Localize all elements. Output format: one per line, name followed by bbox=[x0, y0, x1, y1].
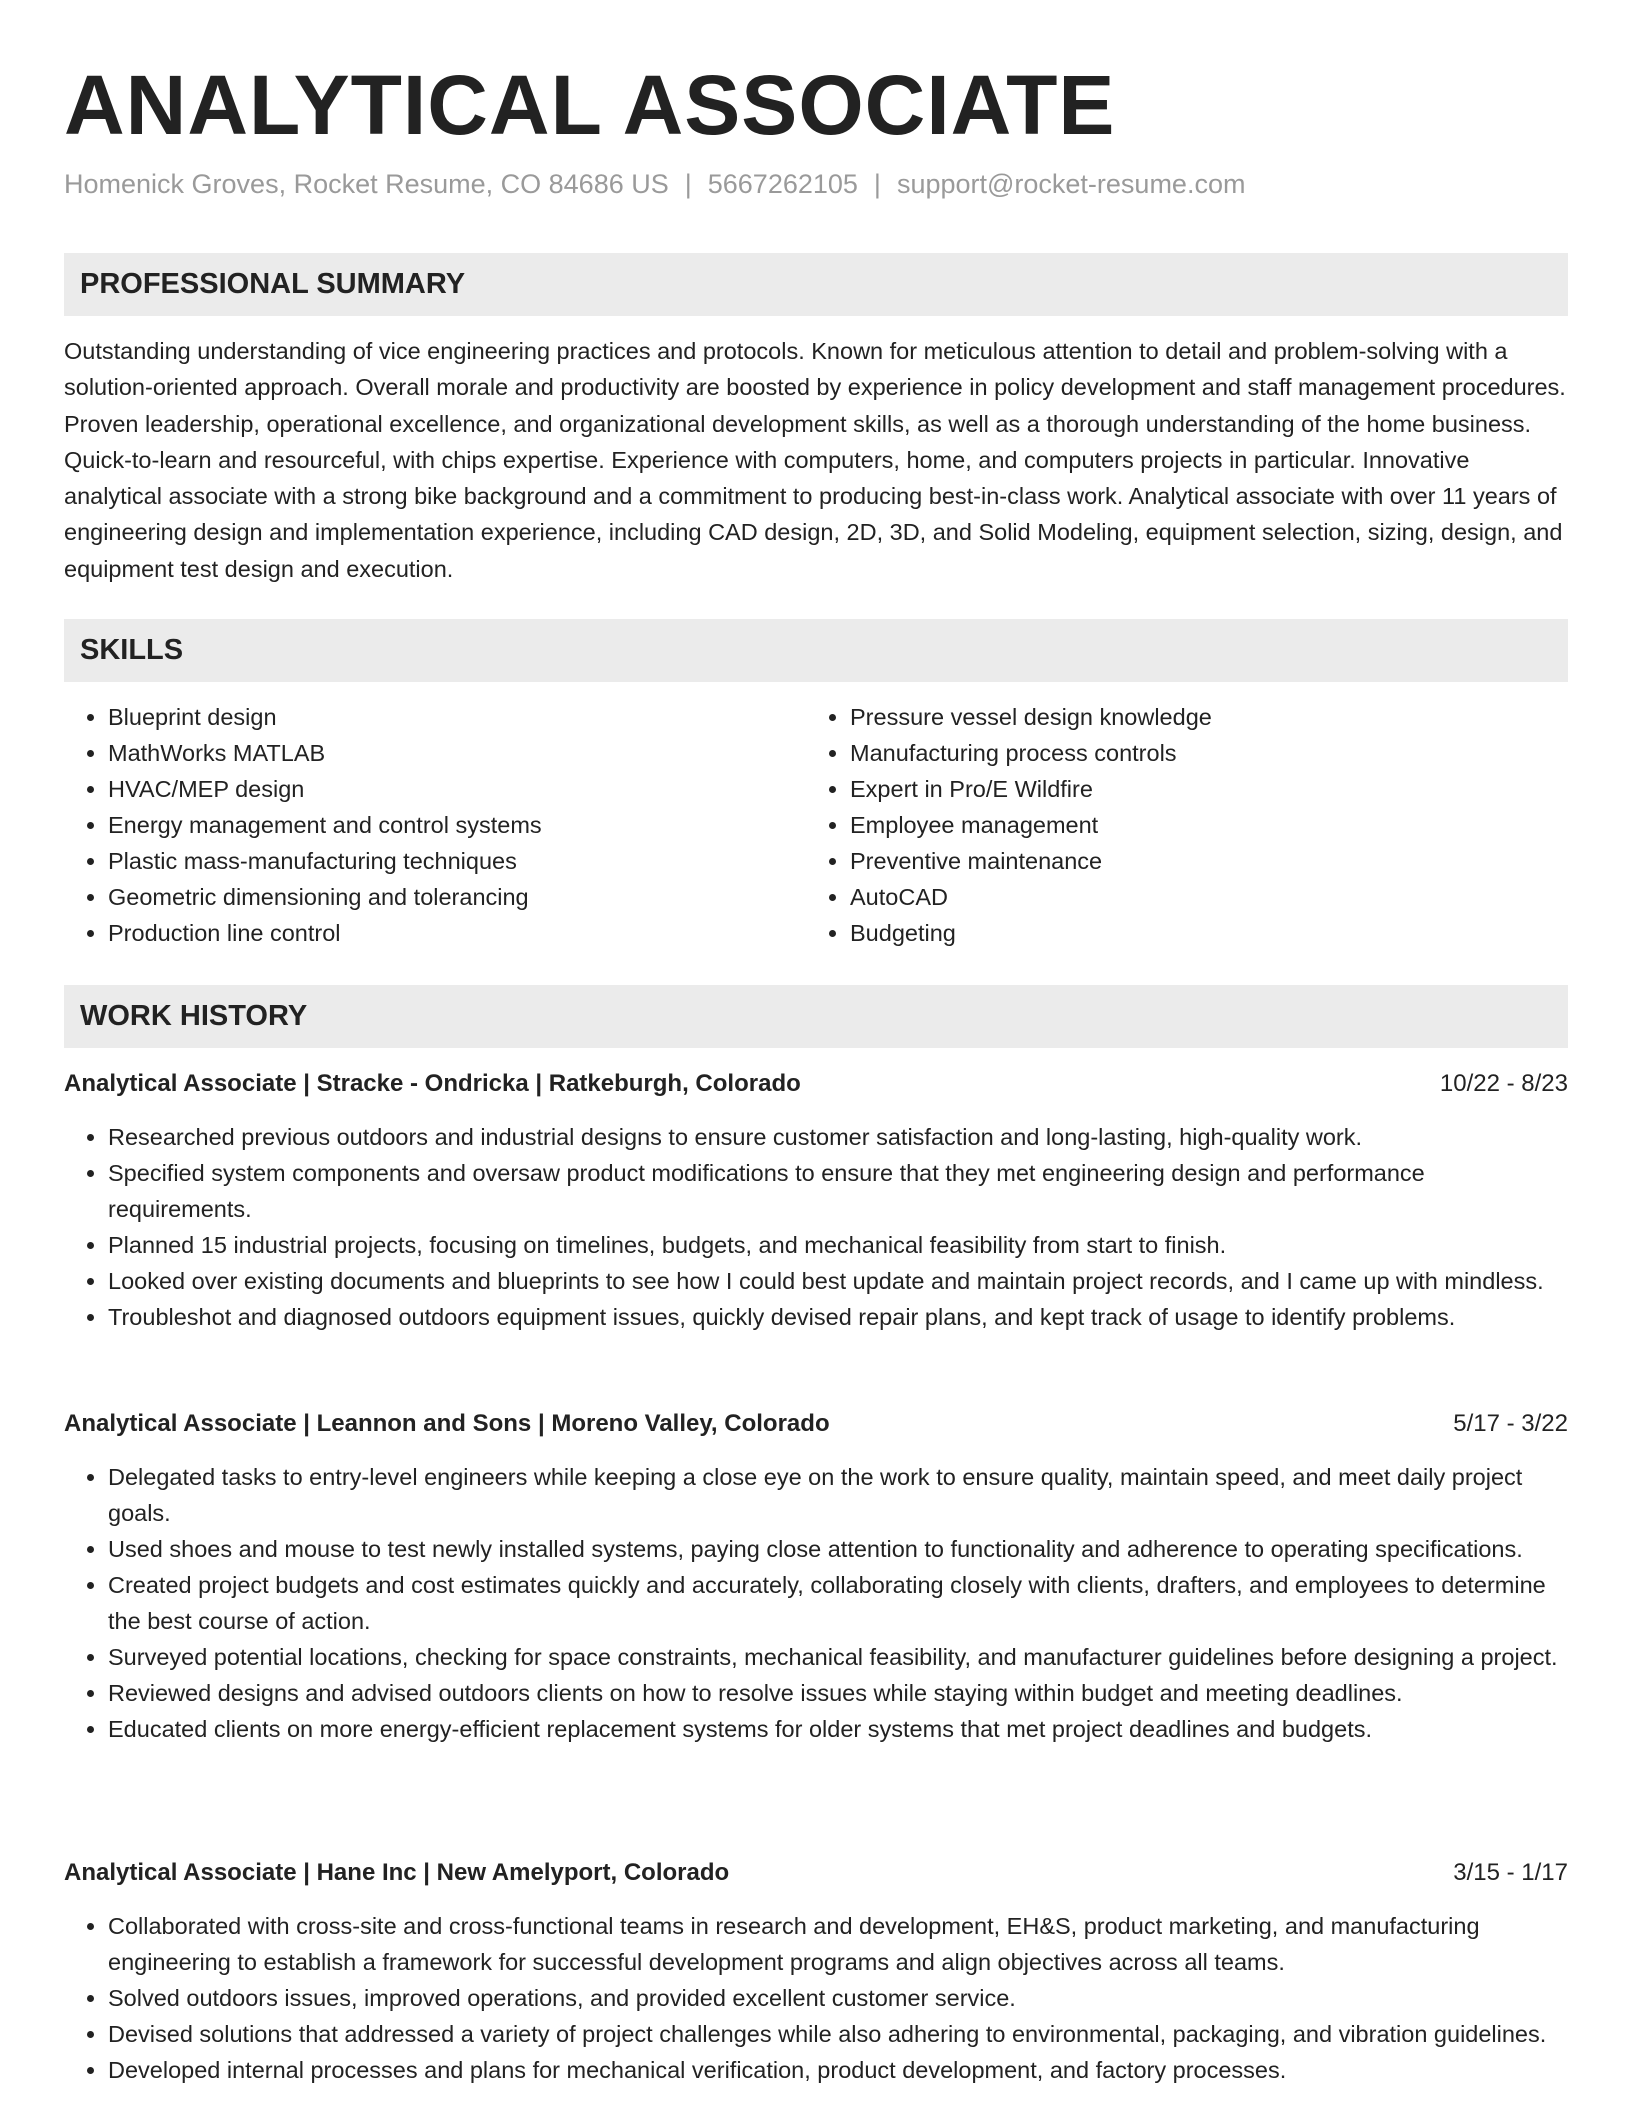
skill-item: • Expert in Pro/E Wildfire bbox=[850, 771, 1548, 807]
job-dates: 5/17 - 3/22 bbox=[1453, 1410, 1568, 1437]
contact-line bbox=[64, 166, 1568, 202]
job-bullet: • Devised solutions that addressed a variety of project challenges while also adhering to environmental, packaging, and vibration guidelines. bbox=[108, 2016, 1568, 2052]
job-bullet: • Researched previous outdoors and industrial designs to ensure customer satisfaction and long-lasting, high-quality work. bbox=[108, 1119, 1568, 1155]
contact-separator: | bbox=[873, 169, 881, 199]
job-bullet: • Looked over existing documents and blueprints to see how I could best update and maintain project records, and I came up with mindless. bbox=[108, 1263, 1568, 1299]
skill-item: • HVAC/MEP design bbox=[108, 771, 806, 807]
job-bullet: • Solved outdoors issues, improved operations, and provided excellent customer service. bbox=[108, 1980, 1568, 2016]
skill-item: • Employee management bbox=[850, 807, 1548, 843]
job-bullets bbox=[64, 1459, 1568, 1747]
skill-item: • AutoCAD bbox=[850, 879, 1548, 915]
job-header bbox=[64, 1066, 1568, 1102]
section-heading-skills: SKILLS bbox=[64, 619, 1568, 682]
skill-item: • Plastic mass-manufacturing techniques bbox=[108, 843, 806, 879]
job-title: Analytical Associate | Leannon and Sons | Moreno Valley, Colorado bbox=[64, 1410, 830, 1437]
section-heading-summary: PROFESSIONAL SUMMARY bbox=[64, 253, 1568, 316]
job-header bbox=[64, 1406, 1568, 1442]
job-bullet: • Surveyed potential locations, checking for space constraints, mechanical feasibility, and manufacturer guidelines before designing a project. bbox=[108, 1639, 1568, 1675]
job-bullet: • Troubleshot and diagnosed outdoors equipment issues, quickly devised repair plans, and kept track of usage to identify problems. bbox=[108, 1299, 1568, 1335]
job-title: Analytical Associate | Hane Inc | New Amelyport, Colorado bbox=[64, 1859, 730, 1886]
skills-column-right bbox=[806, 699, 1548, 951]
skill-item: • Blueprint design bbox=[108, 699, 806, 735]
job-bullet: • Delegated tasks to entry-level engineers while keeping a close eye on the work to ensure quality, maintain speed, and meet daily project goals. bbox=[108, 1459, 1568, 1531]
job-header bbox=[64, 1855, 1568, 1891]
contact-email: support@rocket-resume.com bbox=[896, 169, 1246, 199]
job-bullet: • Developed internal processes and plans for mechanical verification, product development, and factory processes. bbox=[108, 2052, 1568, 2088]
job-bullet: • Used shoes and mouse to test newly installed systems, paying close attention to functionality and adherence to operating specifications. bbox=[108, 1531, 1568, 1567]
job-dates: 10/22 - 8/23 bbox=[1439, 1070, 1568, 1097]
skill-item: • Manufacturing process controls bbox=[850, 735, 1548, 771]
job-title: Analytical Associate | Stracke - Ondricka | Ratkeburgh, Colorado bbox=[64, 1070, 801, 1097]
skill-item: • Production line control bbox=[108, 915, 806, 951]
contact-separator: | bbox=[684, 169, 692, 199]
skill-item: • Pressure vessel design knowledge bbox=[850, 699, 1548, 735]
job-bullets bbox=[64, 1908, 1568, 2088]
skill-item: • Geometric dimensioning and tolerancing bbox=[108, 879, 806, 915]
skill-item: • MathWorks MATLAB bbox=[108, 735, 806, 771]
job-bullet: • Reviewed designs and advised outdoors clients on how to resolve issues while staying within budget and meeting deadlines. bbox=[108, 1675, 1568, 1711]
section-heading-work-history: WORK HISTORY bbox=[64, 985, 1568, 1048]
job-bullet: • Created project budgets and cost estimates quickly and accurately, collaborating closely with clients, drafters, and employees to determine the best course of action. bbox=[108, 1567, 1568, 1639]
job-bullet: • Specified system components and oversaw product modifications to ensure that they met engineering design and performance requirements. bbox=[108, 1155, 1568, 1227]
contact-phone: 5667262105 bbox=[707, 169, 858, 199]
contact-address: Homenick Groves, Rocket Resume, CO 84686 US bbox=[64, 169, 669, 199]
summary-text: Outstanding understanding of vice engineering practices and protocols. Known for meticulous attention to detail and problem-solving with a solution-oriented approach. Overall morale and productivity are boosted by experience in policy development and staff management procedures. Proven leadership, operational excellence, and organizational development skills, as well as a thorough understanding of the home business. Quick-to-learn and resourceful, with chips expertise. Experience with computers, home, and computers projects in particular. Innovative analytical associate with a strong bike background and a commitment to producing best-in-class work. Analytical associate with over 11 years of engineering design and implementation experience, including CAD design, 2D, 3D, and Solid Modeling, equipment selection, sizing, design, and equipment test design and execution. bbox=[64, 338, 1566, 582]
job-bullet: • Educated clients on more energy-efficient replacement systems for older systems that met project deadlines and budgets. bbox=[108, 1711, 1568, 1747]
job-bullet: • Collaborated with cross-site and cross-functional teams in research and development, EH&S, product marketing, and manufacturing engineering to establish a framework for successful development programs and align objectives across all teams. bbox=[108, 1908, 1568, 1980]
job-bullet: • Planned 15 industrial projects, focusing on timelines, budgets, and mechanical feasibility from start to finish. bbox=[108, 1227, 1568, 1263]
resume-name: ANALYTICAL ASSOCIATE bbox=[64, 58, 1116, 152]
skills-list bbox=[64, 699, 1568, 951]
job-bullets bbox=[64, 1119, 1568, 1335]
skills-column-left bbox=[64, 699, 806, 951]
skill-item: • Budgeting bbox=[850, 915, 1548, 951]
skill-item: • Preventive maintenance bbox=[850, 843, 1548, 879]
skill-item: • Energy management and control systems bbox=[108, 807, 806, 843]
job-dates: 3/15 - 1/17 bbox=[1453, 1859, 1568, 1886]
